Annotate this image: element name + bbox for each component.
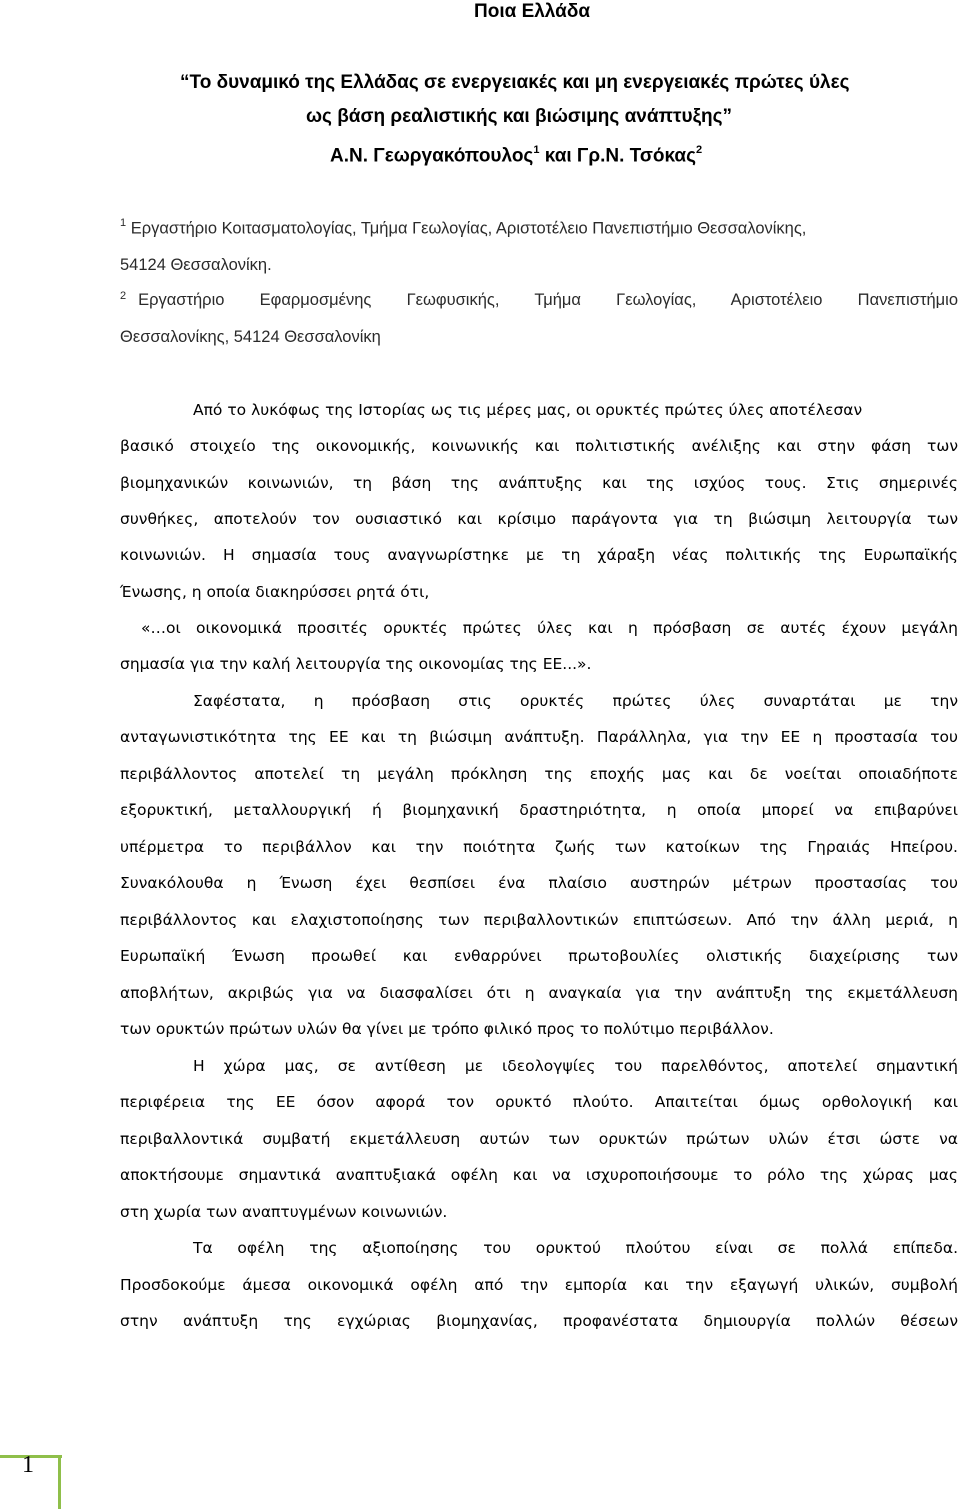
author-1-affiliation-mark: 1 — [533, 144, 540, 156]
footer-accent-rule-vertical — [58, 1455, 61, 1509]
quote-line: «…οι οικονομικά προσιτές ορυκτές πρώτες ύλες και η πρόσβαση σε αυτές έχουν μεγάλη — [141, 619, 958, 637]
body-line: υπέρμετρα το περιβάλλον και την ποιότητα ζωής των κατοίκων της Γηραιάς Ηπείρου. — [120, 838, 958, 856]
body-line: Προσδοκούμε άμεσα οικονομικά οφέλη από την εμπορία και την εξαγωγή υλικών, συμβολή — [120, 1276, 958, 1294]
body-line: περιβάλλοντος αποτελεί τη μεγάλη πρόκληση της εποχής μας και δε νοείται οποιαδήποτε — [120, 765, 958, 783]
body-line: βασικό στοιχείο της οικονομικής, κοινωνικής και πολιτιστικής ανέλιξης και στην φάση των — [120, 437, 958, 455]
section-title: Ποια Ελλάδα — [474, 1, 591, 22]
body-line: Από το λυκόφως της Ιστορίας ως τις μέρες μας, οι ορυκτές πρώτες ύλες αποτέλεσαν — [193, 401, 863, 419]
author-join: και Γρ.Ν. Τσόκας — [539, 145, 696, 167]
paper-title-line-2: ως βάση ρεαλιστικής και βιώσιμης ανάπτυξης” — [306, 106, 733, 127]
body-line: στην ανάπτυξη της εγχώριας βιομηχανίας, προφανέστατα δημιουργία πολλών θέσεων — [120, 1312, 958, 1330]
body-line: περιβαλλοντικά συμβατή εκμετάλλευση αυτών των ορυκτών πρώτων υλών έτσι ώστε να — [120, 1130, 958, 1148]
author-2-affiliation-mark: 2 — [696, 144, 703, 156]
body-line: περιφέρεια της ΕΕ όσον αφορά τον ορυκτό πλούτο. Απαιτείται όμως ορθολογική και — [120, 1093, 958, 1111]
body-line: των ορυκτών πρώτων υλών θα γίνει με τρόπο φιλικό προς το πολύτιμο περιβάλλον. — [120, 1020, 774, 1038]
body-line: περιβάλλοντος και ελαχιστοποίησης των περιβαλλοντικών επιπτώσεων. Από την άλλη μεριά, η — [120, 911, 958, 929]
authors — [330, 145, 702, 167]
affiliation-2-mark: 2 — [120, 290, 127, 302]
body-line: εξορυκτική, μεταλλουργική ή βιομηχανική δραστηριότητα, η οποία μπορεί να επιβαρύνει — [120, 801, 958, 819]
page-number: 1 — [22, 1452, 34, 1478]
body-line: Συνακόλουθα η Ένωση έχει θεσπίσει ένα πλαίσιο αυστηρών μέτρων προστασίας του — [120, 874, 958, 892]
affiliation-1-mark: 1 — [120, 217, 127, 229]
affiliation-1-line-2: 54124 Θεσσαλονίκη. — [120, 256, 272, 274]
body-line: Ευρωπαϊκή Ένωση προωθεί και ενθαρρύνει πρωτοβουλίες ολιστικής διαχείρισης των — [120, 947, 958, 965]
body-line: συνθήκες, αποτελούν τον ουσιαστικό και κρίσιμο παράγοντα για τη βιώσιμη λειτουργία των — [120, 510, 958, 528]
body-line: Η χώρα μας, σε αντίθεση με ιδεολογψίες του παρελθόντος, αποτελεί σημαντική — [193, 1057, 958, 1075]
body-line: αποκτήσουμε σημαντικά αναπτυξιακά οφέλη και να ισχυροποιήσουμε το ρόλο της χώρας μας — [120, 1166, 958, 1184]
paper-title-line-1: “Το δυναμικό της Ελλάδας σε ενεργειακές και μη ενεργειακές πρώτες ύλες — [180, 72, 850, 93]
body-line: στη χωρία των αναπτυγμένων κοινωνιών. — [120, 1203, 448, 1221]
body-line: αποβλήτων, ακριβώς για να διασφαλίσει ότι η αναγκαία για την ανάπτυξη της εκμετάλλευση — [120, 984, 958, 1002]
affiliation-2-line-1 — [120, 291, 958, 310]
affiliation-1-text-1: Εργαστήριο Κοιτασματολογίας, Τμήμα Γεωλογίας, Αριστοτέλειο Πανεπιστήμιο Θεσσαλονίκης, — [130, 219, 807, 238]
body-line: ανταγωνιστικότητα της ΕΕ και τη βιώσιμη ανάπτυξη. Παράλληλα, για την ΕΕ η προστασία του — [120, 728, 958, 746]
affiliation-2-line-2: Θεσσαλονίκης, 54124 Θεσσαλονίκη — [120, 328, 381, 346]
author-1: Α.Ν. Γεωργακόπουλος — [330, 145, 534, 167]
body-line: Σαφέστατα, η πρόσβαση στις ορυκτές πρώτες ύλες συναρτάται με την — [193, 692, 958, 710]
quote-line: σημασία για την καλή λειτουργία της οικονομίας της ΕΕ...». — [120, 655, 592, 673]
body-line: Τα οφέλη της αξιοποίησης του ορυκτού πλούτου είναι σε πολλά επίπεδα. — [193, 1239, 958, 1257]
body-line: βιομηχανικών κοινωνιών, τη βάση της ανάπτυξης και της ισχύος τους. Στις σημερινές — [120, 474, 958, 492]
affiliation-1-line-1 — [120, 218, 806, 239]
body-line: κοινωνιών. Η σημασία τους αναγνωρίστηκε με τη χάραξη νέας πολιτικής της Ευρωπαϊκής — [120, 546, 958, 564]
body-line: Ένωσης, η οποία διακηρύσσει ρητά ότι, — [120, 583, 430, 601]
affiliation-2-text-1: Εργαστήριο Εφαρμοσμένης Γεωφυσικής, Τμήμα Γεωλογίας, Αριστοτέλειο Πανεπιστήμιο — [138, 291, 958, 309]
